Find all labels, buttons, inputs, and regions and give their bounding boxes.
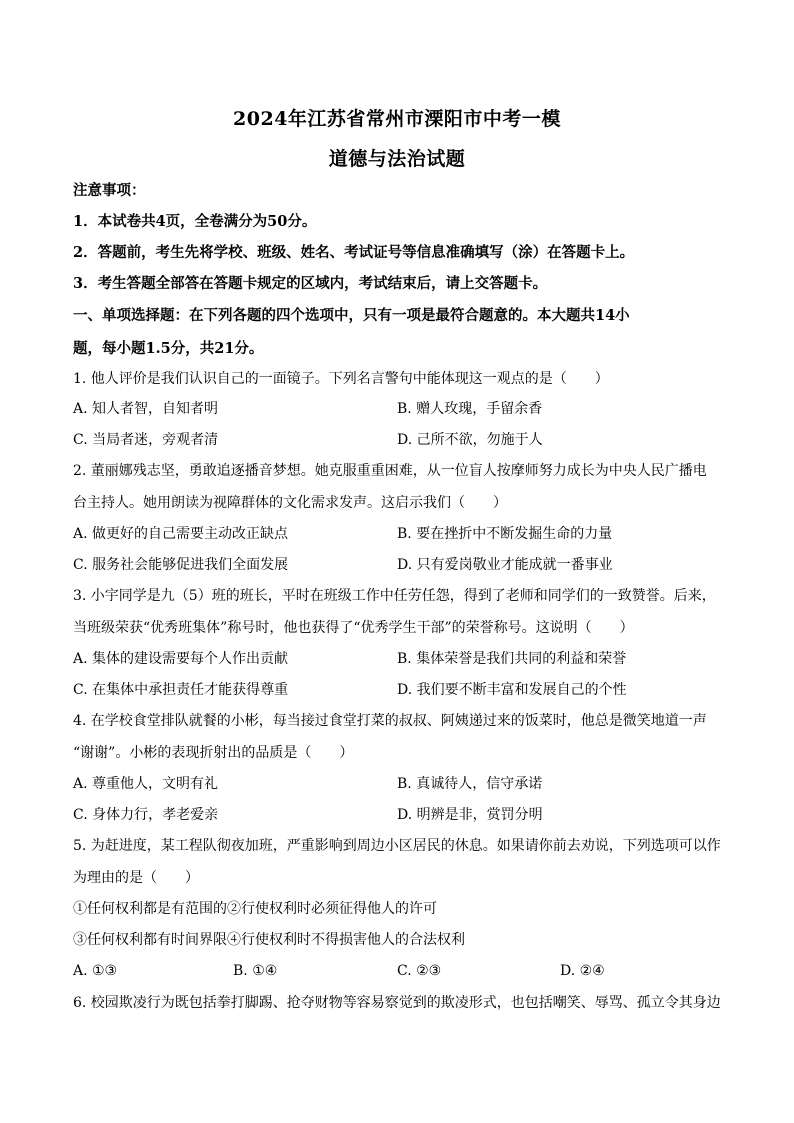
option-b: B. 要在挫折中不断发掘生命的力量 — [397, 526, 613, 542]
option-b: B. 集体荣誉是我们共同的利益和荣誉 — [397, 651, 627, 667]
option-d: D. 只有爱岗敬业才能成就一番事业 — [397, 557, 613, 573]
section-heading: 一、单项选择题：在下列各题的四个选项中，只有一项是最符合题意的。本大题共14小 — [73, 307, 630, 324]
option-b: B. 真诚待人，信守承诺 — [397, 776, 543, 792]
option-a: A. 做更好的自己需要主动改正缺点 — [73, 526, 289, 542]
question-stem-cont: 当班级荣获“优秀班集体”称号时，他也获得了“优秀学生干部”的荣誉称号。这说明（ ） — [73, 620, 634, 636]
question-stem: 1. 他人评价是我们认识自己的一面镜子。下列名言警句中能体现这一观点的是（ ） — [73, 371, 609, 387]
option-d: D. 己所不欲，勿施于人 — [397, 432, 543, 448]
statement-line: ①任何权利都是有范围的②行使权利时必须征得他人的许可 — [73, 901, 437, 917]
question-stem: 6. 校园欺凌行为既包括拳打脚踢、抢夺财物等容易察觉到的欺凌形式，也包括嘲笑、辱骂、孤立令其身边 — [73, 995, 721, 1011]
question-stem-cont: 台主持人。她用朗读为视障群体的文化需求发声。这启示我们（ ） — [73, 495, 507, 511]
note-item: 2．答题前，考生先将学校、班级、姓名、考试证号等信息准确填写（涂）在答题卡上。 — [73, 244, 635, 261]
statement-line: ③任何权利都有时间界限④行使权利时不得损害他人的合法权利 — [73, 932, 465, 948]
question-stem: 3. 小宇同学是九（5）班的班长，平时在班级工作中任劳任怨，得到了老师和同学们的一致赞誉。后来， — [73, 588, 716, 604]
option-a: A. 尊重他人，文明有礼 — [73, 776, 219, 792]
option-a: A. ①③ — [73, 963, 118, 979]
option-c: C. ②③ — [397, 963, 442, 979]
notes-heading: 注意事项： — [73, 182, 146, 199]
option-a: A. 集体的建设需要每个人作出贡献 — [73, 651, 289, 667]
option-d: D. 我们要不断丰富和发展自己的个性 — [397, 682, 627, 698]
question-stem-cont: 为理由的是（ ） — [73, 870, 199, 886]
exam-title: 2024年江苏省常州市溧阳市中考一模 — [233, 108, 561, 130]
option-c: C. 身体力行，孝老爱亲 — [73, 807, 219, 823]
option-b: B. 赠人玫瑰，手留余香 — [397, 401, 543, 417]
note-item: 3．考生答题全部答在答题卡规定的区域内，考试结束后，请上交答题卡。 — [73, 275, 548, 292]
question-stem-cont: “谢谢”。小彬的表现折射出的品质是（ ） — [73, 745, 354, 761]
option-c: C. 在集体中承担责任才能获得尊重 — [73, 682, 289, 698]
option-c: C. 服务社会能够促进我们全面发展 — [73, 557, 289, 573]
option-b: B. ①④ — [233, 963, 278, 979]
option-c: C. 当局者迷，旁观者清 — [73, 432, 219, 448]
option-a: A. 知人者智，自知者明 — [73, 401, 219, 417]
option-d: D. 明辨是非，赏罚分明 — [397, 807, 543, 823]
option-d: D. ②④ — [560, 963, 605, 979]
note-item: 1．本试卷共4页，全卷满分为50分。 — [73, 213, 317, 230]
question-stem: 5. 为赶进度，某工程队彻夜加班，严重影响到周边小区居民的休息。如果请你前去劝说，下列选项可以作 — [73, 838, 721, 854]
question-stem: 2. 董丽娜残志坚，勇敢追逐播音梦想。她克服重重困难，从一位盲人按摩师努力成长为中央人民广播电 — [73, 463, 707, 479]
section-heading-cont: 题，每小题1.5分，共21分。 — [73, 340, 264, 357]
exam-subtitle: 道德与法治试题 — [328, 148, 466, 170]
question-stem: 4. 在学校食堂排队就餐的小彬，每当接过食堂打菜的叔叔、阿姨递过来的饭菜时，他总是微笑地道一声 — [73, 713, 707, 729]
